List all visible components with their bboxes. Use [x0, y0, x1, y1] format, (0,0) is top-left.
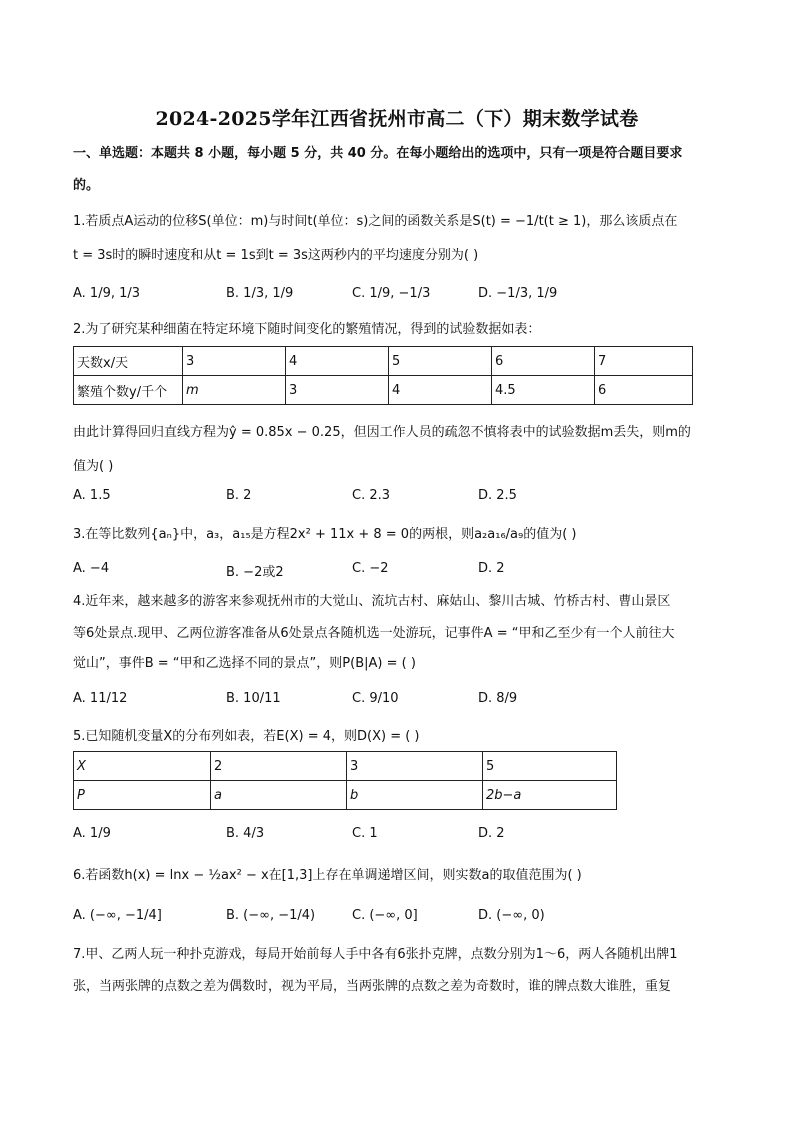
- q3-option-a[interactable]: A. −4: [73, 561, 110, 576]
- table-cell: 5: [389, 347, 492, 376]
- table-cell: 4: [286, 347, 389, 376]
- table-cell: 6: [492, 347, 595, 376]
- q2-option-a[interactable]: A. 1.5: [73, 488, 111, 503]
- q4-text-line2: 等6处景点.现甲、乙两位游客准备从6处景点各随机选一处游玩，记事件A = “甲和乙至少有一个人前往大: [73, 626, 675, 641]
- q3-text-line1: 3.在等比数列{aₙ}中，a₃，a₁₅是方程2x² + 11x + 8 = 0的两根，则a₂a₁₆/a₉的值为( ): [73, 527, 577, 542]
- section-heading-line2: 的。: [73, 178, 100, 193]
- table-cell: 5: [483, 752, 617, 781]
- q7-text-line1: 7.甲、乙两人玩一种扑克游戏，每局开始前每人手中各有6张扑克牌，点数分别为1～6，两人各随机出牌1: [73, 947, 678, 962]
- page-title: 2024-2025学年江西省抚州市高二（下）期末数学试卷: [155, 108, 639, 130]
- q6-option-d[interactable]: D. (−∞, 0): [478, 908, 545, 923]
- table-cell: 天数x/天: [74, 347, 183, 376]
- table-cell: 3: [183, 347, 286, 376]
- section-heading-line1: 一、单选题：本题共 8 小题，每小题 5 分，共 40 分。在每小题给出的选项中，只有一项是符合题目要求: [73, 146, 683, 161]
- q4-option-c[interactable]: C. 9/10: [352, 691, 399, 706]
- q5-options: [73, 826, 733, 846]
- table-cell: 7: [595, 347, 693, 376]
- q6-options: [73, 908, 733, 928]
- q3-option-d[interactable]: D. 2: [478, 561, 505, 576]
- q7-text-line2: 张，当两张牌的点数之差为偶数时，视为平局，当两张牌的点数之差为奇数时，谁的牌点数大谁胜，重复: [73, 979, 672, 994]
- table-cell: m: [183, 376, 286, 405]
- q4-option-a[interactable]: A. 11/12: [73, 691, 128, 706]
- table-cell: 4: [389, 376, 492, 405]
- q5-option-b[interactable]: B. 4/3: [226, 826, 265, 841]
- q2-text-line1: 2.为了研究某种细菌在特定环境下随时间变化的繁殖情况，得到的试验数据如表：: [73, 322, 541, 337]
- table-cell: 2b−a: [483, 781, 617, 810]
- q6-text-line1: 6.若函数h(x) = lnx − ½ax² − x在[1,3]上存在单调递增区间，则实数a的取值范围为( ): [73, 868, 582, 883]
- q1-option-c[interactable]: C. 1/9, −1/3: [352, 286, 431, 301]
- q1-text-line1: 1.若质点A运动的位移S(单位：m)与时间t(单位：s)之间的函数关系是S(t) = −1/t(t ≥ 1)，那么该质点在: [73, 214, 678, 229]
- q1-option-d[interactable]: D. −1/3, 1/9: [478, 286, 558, 301]
- q3-options: [73, 561, 733, 581]
- q5-distribution-table: [73, 751, 617, 810]
- q4-text-line1: 4.近年来，越来越多的游客来参观抚州市的大觉山、流坑古村、麻姑山、黎川古城、竹桥古村、曹山景区: [73, 594, 671, 609]
- q2-option-b[interactable]: B. 2: [226, 488, 252, 503]
- q2-data-table: [73, 346, 693, 405]
- table-row: [74, 347, 693, 376]
- q1-text-line2: t = 3s时的瞬时速度和从t = 1s到t = 3s这两秒内的平均速度分别为( ): [73, 248, 479, 263]
- table-row: [74, 752, 617, 781]
- q6-option-b[interactable]: B. (−∞, −1/4): [226, 908, 316, 923]
- table-cell: 3: [347, 752, 483, 781]
- q4-text-line3: 觉山”，事件B = “甲和乙选择不同的景点”，则P(B|A) = ( ): [73, 656, 416, 671]
- q2-option-d[interactable]: D. 2.5: [478, 488, 517, 503]
- q6-option-c[interactable]: C. (−∞, 0]: [352, 908, 418, 923]
- table-cell: 繁殖个数y/千个: [74, 376, 183, 405]
- q6-option-a[interactable]: A. (−∞, −1/4]: [73, 908, 162, 923]
- table-row: [74, 376, 693, 405]
- q3-option-c[interactable]: C. −2: [352, 561, 389, 576]
- table-cell: a: [211, 781, 347, 810]
- table-row: [74, 781, 617, 810]
- q2-text-line2: 由此计算得回归直线方程为ŷ = 0.85x − 0.25，但因工作人员的疏忽不慎将表中的试验数据m丢失，则m的: [73, 425, 691, 440]
- q2-options: [73, 488, 733, 508]
- table-cell: 3: [286, 376, 389, 405]
- q3-option-b[interactable]: B. −2或2: [226, 565, 284, 580]
- table-cell: X: [74, 752, 211, 781]
- q4-option-d[interactable]: D. 8/9: [478, 691, 518, 706]
- table-cell: 6: [595, 376, 693, 405]
- table-cell: P: [74, 781, 211, 810]
- q2-option-c[interactable]: C. 2.3: [352, 488, 391, 503]
- q5-text-line1: 5.已知随机变量X的分布列如表，若E(X) = 4，则D(X) = ( ): [73, 729, 420, 744]
- table-cell: 4.5: [492, 376, 595, 405]
- q5-option-d[interactable]: D. 2: [478, 826, 505, 841]
- q5-option-a[interactable]: A. 1/9: [73, 826, 111, 841]
- q2-text-line3: 值为( ): [73, 459, 114, 474]
- table-cell: 2: [211, 752, 347, 781]
- q1-option-a[interactable]: A. 1/9, 1/3: [73, 286, 141, 301]
- table-cell: b: [347, 781, 483, 810]
- q5-option-c[interactable]: C. 1: [352, 826, 378, 841]
- q1-options: [73, 286, 733, 306]
- q1-option-b[interactable]: B. 1/3, 1/9: [226, 286, 294, 301]
- q4-option-b[interactable]: B. 10/11: [226, 691, 281, 706]
- q4-options: [73, 691, 733, 711]
